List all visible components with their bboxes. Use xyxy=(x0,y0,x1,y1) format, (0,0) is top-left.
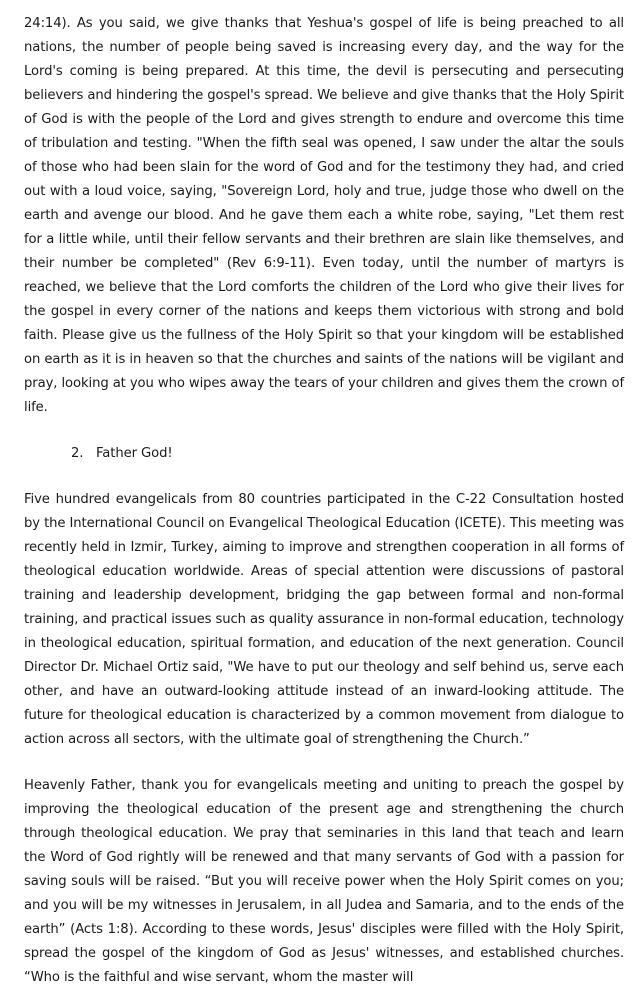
paragraph-icete-news: Five hundred evangelicals from 80 countries participated in the C-22 Consultation hosted by the International Council on Evangelical Theological Education (ICETE). This meeting was recently held in Izmir, Turkey, aiming to improve and strengthen cooperation in all forms of theological education worldwide. Areas of special attention were discussions of pastoral training and leadership development, bridging the gap between formal and non-formal training, and practical issues such as quality assurance in non-formal education, technology in theological education, spiritual formation, and education of the next generation. Council Director Dr. Michael Ortiz said, "We have to put our theology and self behind us, serve each other, and have an outward-looking attitude instead of an inward-looking attitude. The future for theological education is characterized by a common movement from dialogue to action across all sectors, with the ultimate goal of strengthening the Church.” xyxy=(24,492,625,747)
section-heading xyxy=(71,442,624,466)
paragraph-prayer-martyrs: 24:14). As you said, we give thanks that Yeshua's gospel of life is being preached to all nations, the number of people being saved is increasing every day, and the way for the Lord's coming is being prepared. At this time, the devil is persecuting and persecuting believers and hindering the gospel's spread. We believe and give thanks that the Holy Spirit of God is with the people of the Lord and gives strength to endure and overcome this time of tribulation and testing. "When the fifth seal was opened, I saw under the altar the souls of those who had been slain for the word of God and for the testimony they had, and cried out with a loud voice, saying, "Sovereign Lord, holy and true, judge those who dwell on the earth and avenge our blood. And he gave them each a white robe, saying, "Let them rest for a little while, until their fellow servants and their brethren are slain like themselves, and their number be completed" (Rev 6:9-11). Even today, until the number of martyrs is reached, we believe that the Lord comforts the children of the Lord who give their lives for the gospel in every corner of the nations and keeps them victorious with strong and bold faith. Please give us the fullness of the Holy Spirit so that your kingdom will be established on earth as it is in heaven so that the churches and saints of the nations will be vigilant and pray, looking at you who wipes away the tears of your children and gives them the crown of life. xyxy=(24,16,624,415)
section-number: 2. xyxy=(71,446,84,461)
section-title: Father God! xyxy=(96,446,173,461)
paragraph-prayer-education: Heavenly Father, thank you for evangelicals meeting and uniting to preach the gospel by improving the theological education of the present age and strengthening the church through theological education. We pray that seminaries in this land that teach and learn the Word of God rightly will be renewed and that many servants of God with a passion for saving souls will be raised. “But you will receive power when the Holy Spirit comes on you; and you will be my witnesses in Jerusalem, in all Judea and Samaria, and to the ends of the earth” (Acts 1:8). According to these words, Jesus' disciples were filled with the Holy Spirit, spread the gospel of the kingdom of God as Jesus' witnesses, and established churches. “Who is the faithful and wise servant, whom the master will xyxy=(24,778,624,985)
